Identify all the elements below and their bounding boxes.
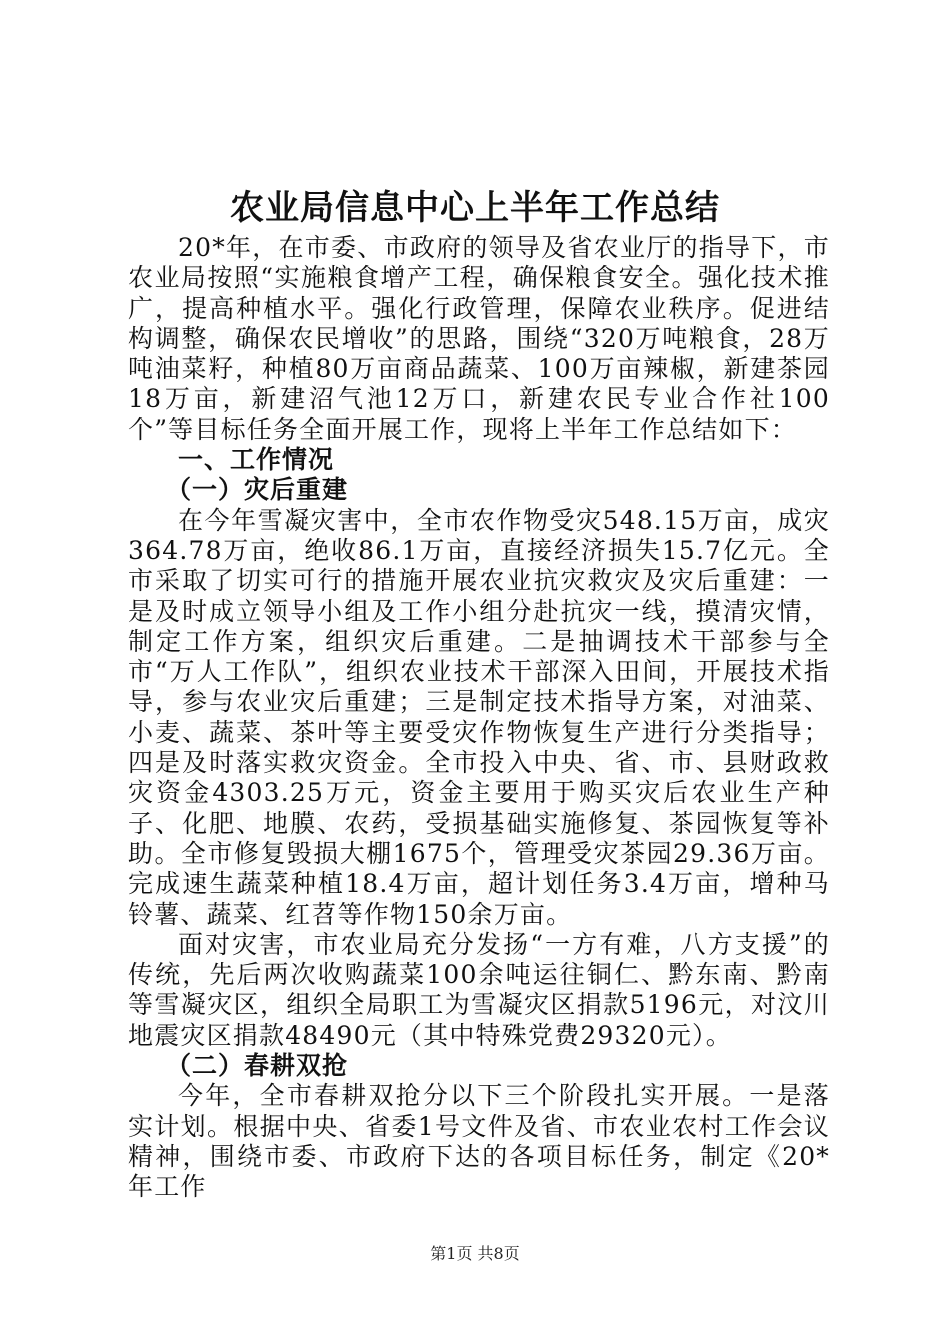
paragraph-disaster-details: 在今年雪凝灾害中，全市农作物受灾548.15万亩，成灾364.78万亩，绝收86.1万亩，直接经济损失15.7亿元。全市采取了切实可行的措施开展农业抗灾救灾及灾后重建：一是及时成立领导小组及工作小组分赴抗灾一线，摸清灾情，制定工作方案，组织灾后重建。二是抽调技术干部参与全市“万人工作队”，组织农业技术干部深入田间，开展技术指导，参与农业灾后重建；三是制定技术指导方案，对油菜、小麦、蔬菜、茶叶等主要受灾作物恢复生产进行分类指导；四是及时落实救灾资金。全市投入中央、省、市、县财政救灾资金4303.25万元，资金主要用于购买灾后农业生产种子、化肥、地膜、农药，受损基础实施修复、茶园恢复等补助。全市修复毁损大棚1675个，管理受灾茶园29.36万亩。完成速生蔬菜种植18.4万亩，超计划任务3.4万亩，增种马铃薯、蔬菜、红苕等作物150余万亩。 <box>128 505 830 929</box>
paragraph-spring-farming: 今年，全市春耕双抢分以下三个阶段扎实开展。一是落实计划。根据中央、省委1号文件及省、市农业农村工作会议精神，围绕市委、市政府下达的各项目标任务，制定《20*年工作 <box>128 1081 830 1202</box>
page-number-footer: 第1页 共8页 <box>430 1244 520 1263</box>
paragraph-intro: 20*年，在市委、市政府的领导及省农业厅的指导下，市农业局按照“实施粮食增产工程，确保粮食安全。强化技术推广，提高种植水平。强化行政管理，保障农业秩序。促进结构调整，确保农民增收”的思路，围绕“320万吨粮食，28万吨油菜籽，种植80万亩商品蔬菜、100万亩辣椒，新建茶园18万亩，新建沼气池12万口，新建农民专业合作社100个”等目标任务全面开展工作，现将上半年工作总结如下： <box>128 233 830 444</box>
subsection-heading-spring-farming: （二）春耕双抢 <box>166 1051 349 1081</box>
document-body <box>128 233 830 1203</box>
paragraph-disaster-aid: 面对灾害，市农业局充分发扬“一方有难，八方支援”的传统，先后两次收购蔬菜100余吨运往铜仁、黔东南、黔南等雪凝灾区，组织全局职工为雪凝灾区捐款5196元，对汶川地震灾区捐款48490元（其中特殊党费29320元）。 <box>128 929 830 1050</box>
subsection-heading-disaster-reconstruction: （一）灾后重建 <box>166 475 349 505</box>
section-heading-work-status: 一、工作情况 <box>178 445 335 475</box>
document-title: 农业局信息中心上半年工作总结 <box>230 188 720 228</box>
